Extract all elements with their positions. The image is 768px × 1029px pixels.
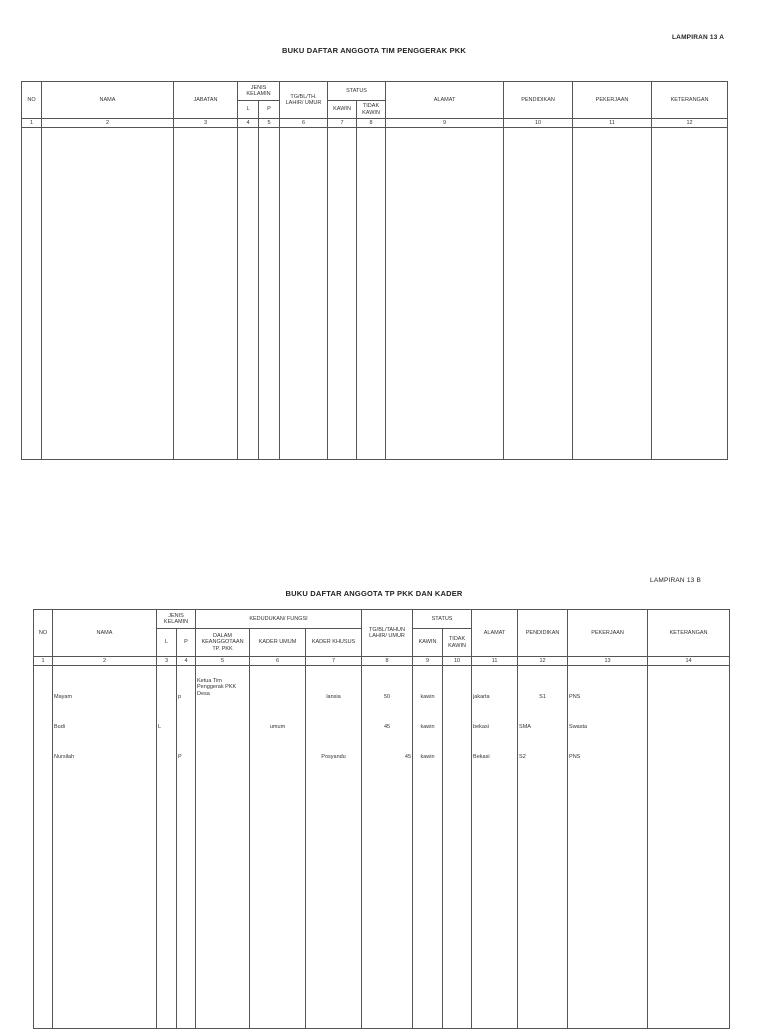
header-nama: NAMA [53, 610, 157, 657]
header-nama: NAMA [42, 82, 174, 119]
body-no [34, 666, 53, 1029]
row-umur: 50 [383, 694, 391, 700]
column-number: 4 [238, 119, 259, 128]
header-no: NO [34, 610, 53, 657]
column-number: 6 [280, 119, 328, 128]
column-number: 1 [34, 657, 53, 666]
row-kader-khusus: lansia [326, 694, 341, 700]
header-kedudukan: KEDUDUKAN/ FUNGSI [196, 610, 362, 629]
header-tgl-lahir: TG/BL/TH. LAHIR/ UMUR [280, 82, 328, 119]
body-kader-khusus [306, 666, 362, 1029]
header-pendidikan: PENDIDIKAN [518, 610, 568, 657]
header-kawin: KAWIN [413, 629, 443, 657]
column-number: 5 [196, 657, 250, 666]
row-dalam-keanggotaan [197, 724, 248, 754]
row-nama: Budi [54, 724, 66, 730]
header-alamat: ALAMAT [472, 610, 518, 657]
row-pekerjaan: Swasta [569, 724, 588, 730]
body-p [177, 666, 196, 1029]
header-l: L [238, 101, 259, 119]
column-number: 2 [53, 657, 157, 666]
row-kawin: kawin [420, 724, 435, 730]
body-tidak-kawin [443, 666, 472, 1029]
lampiran-13a-label: LAMPIRAN 13 A [672, 34, 725, 41]
header-tgl-lahir: TG/BL/TAHUN LAHIR/ UMUR [362, 610, 413, 657]
form-b-title: BUKU DAFTAR ANGGOTA TP PKK DAN KADER [285, 589, 463, 598]
row-pendidikan: S2 [519, 754, 526, 760]
column-number: 3 [174, 119, 238, 128]
column-number: 14 [648, 657, 730, 666]
body-alamat [472, 666, 518, 1029]
header-kader-umum: KADER UMUM [250, 629, 306, 657]
row-alamat: bekasi [473, 724, 489, 730]
header-jenis-kelamin: JENIS KELAMIN [238, 82, 280, 101]
row-kawin: kawin [420, 694, 435, 700]
form-b-table [33, 609, 730, 1029]
body-umur [362, 666, 413, 1029]
header-pekerjaan: PEKERJAAN [573, 82, 652, 119]
header-p: P [177, 629, 196, 657]
row-pendidikan: SMA [519, 724, 531, 730]
header-dalam-keanggotaan: DALAM KEANGGOTAAN TP. PKK [196, 629, 250, 657]
row-l [158, 694, 175, 724]
header-jenis-kelamin: JENIS KELAMIN [157, 610, 196, 629]
body-keterangan [648, 666, 730, 1029]
row-kader-khusus [307, 724, 360, 754]
row-nama: Mayam [54, 694, 73, 700]
row-dalam-keanggotaan: Ketua Tim Penggerak PKK Desa [197, 678, 237, 697]
row-alamat: jakarta [473, 694, 490, 700]
row-l [158, 754, 175, 784]
body-dalam-keanggotaan [196, 666, 250, 1029]
row-pendidikan: S1 [539, 694, 546, 700]
header-alamat: ALAMAT [386, 82, 504, 119]
row-nama: Nursilah [54, 754, 75, 760]
header-keterangan: KETERANGAN [652, 82, 728, 119]
body-kawin [413, 666, 443, 1029]
column-number: 4 [177, 657, 196, 666]
row-kader-khusus: Posyandu [321, 754, 346, 760]
row-alamat: Bekasi [473, 754, 490, 760]
body-kader-umum [250, 666, 306, 1029]
column-number: 12 [652, 119, 728, 128]
body-pekerjaan [568, 666, 648, 1029]
header-kader-khusus: KADER KHUSUS [306, 629, 362, 657]
column-number: 3 [157, 657, 177, 666]
row-p: P [178, 754, 182, 760]
column-number: 11 [472, 657, 518, 666]
header-kawin: KAWIN [328, 101, 357, 119]
header-p: P [259, 101, 280, 119]
row-kader-umum: umum [269, 724, 286, 730]
body-l [157, 666, 177, 1029]
header-keterangan: KETERANGAN [648, 610, 730, 657]
column-number: 9 [413, 657, 443, 666]
column-number: 10 [443, 657, 472, 666]
column-number: 12 [518, 657, 568, 666]
row-umur: 45 [404, 754, 412, 760]
row-pekerjaan: PNS [569, 754, 581, 760]
column-number: 11 [573, 119, 652, 128]
row-kawin: kawin [420, 754, 435, 760]
row-dalam-keanggotaan [197, 754, 248, 784]
column-number: 6 [250, 657, 306, 666]
header-pendidikan: PENDIDIKAN [504, 82, 573, 119]
form-a-title: BUKU DAFTAR ANGGOTA TIM PENGGERAK PKK [281, 46, 467, 55]
header-jabatan: JABATAN [174, 82, 238, 119]
column-number: 8 [362, 657, 413, 666]
form-a-empty-body [22, 128, 728, 460]
header-no: NO [22, 82, 42, 119]
header-tidak-kawin: TIDAK KAWIN [357, 101, 386, 119]
row-p: p [178, 694, 182, 700]
column-number: 8 [357, 119, 386, 128]
header-l: L [157, 629, 177, 657]
row-umur: 45 [383, 724, 391, 730]
column-number: 10 [504, 119, 573, 128]
form-a-table [21, 81, 728, 460]
column-number: 7 [328, 119, 357, 128]
header-status: STATUS [328, 82, 386, 101]
row-kader-umum [251, 694, 304, 724]
header-status: STATUS [413, 610, 472, 629]
column-number: 13 [568, 657, 648, 666]
body-pendidikan [518, 666, 568, 1029]
row-l: L [158, 724, 162, 730]
column-number: 7 [306, 657, 362, 666]
row-pekerjaan: PNS [569, 694, 581, 700]
column-number: 9 [386, 119, 504, 128]
row-kader-umum [251, 754, 304, 784]
lampiran-13b-label: LAMPIRAN 13 B [650, 577, 702, 584]
column-number: 2 [42, 119, 174, 128]
body-nama [53, 666, 157, 1029]
column-number: 5 [259, 119, 280, 128]
row-p [178, 724, 194, 754]
header-tidak-kawin: TIDAK KAWIN [443, 629, 472, 657]
column-number: 1 [22, 119, 42, 128]
header-pekerjaan: PEKERJAAN [568, 610, 648, 657]
